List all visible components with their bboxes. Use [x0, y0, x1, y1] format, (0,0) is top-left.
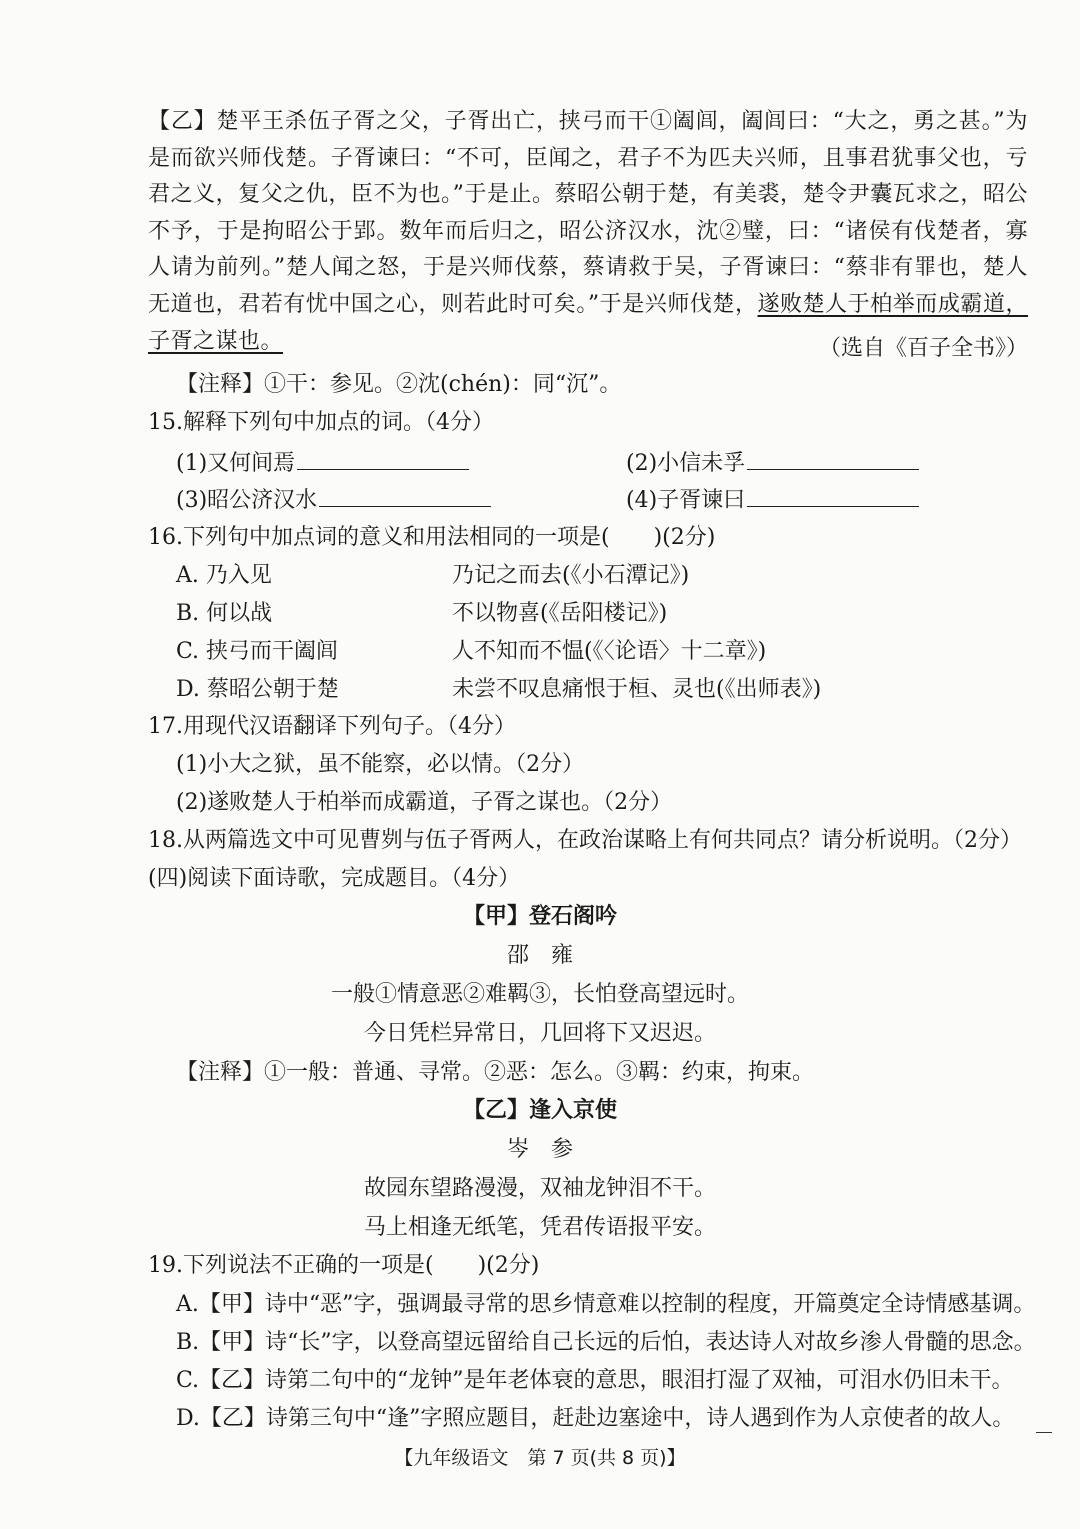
- q17-item-2: (2)遂败楚人于柏举而成霸道，子胥之谋也。（2分）: [176, 790, 673, 815]
- poem-yi-title: 【乙】逢入京使: [462, 1098, 617, 1123]
- q15-item-3: (3)昭公济汉水: [176, 486, 491, 516]
- answer-blank[interactable]: [747, 486, 919, 507]
- passage-note: 【注释】①干：参见。②沈(chén)：同“沉”。: [176, 372, 622, 397]
- poem-jia-line-2: 今日凭栏异常日，几回将下又迟迟。: [363, 1021, 716, 1046]
- poem-yi-author: 岑 参: [506, 1137, 573, 1162]
- poem-jia-author: 邵 雍: [506, 943, 573, 968]
- passage-yi-text: 【乙】楚平王杀伍子胥之父，子胥出亡，挟弓而干①阖闾，阖闾曰：“大之，勇之甚。”为是而欲兴师伐楚。子胥谏曰：“不可，臣闻之，君子不为匹夫兴师，且事君犹事父也，亏君之义，复父之仇，臣不为也。”于是止。蔡昭公朝于楚，有美裘，楚令尹囊瓦求之，昭公不予，于是拘昭公于郢。数年而后归之，昭公济汉水，沈②璧，曰：“诸侯有伐楚者，寡人请为前列。”楚人闻之怒，于是兴师伐蔡，蔡请救于吴，子胥谏曰：“蔡非有罪也，楚人无道也，君若有忧中国之心，则若此时可矣。”于是兴师伐楚，: [148, 109, 1028, 317]
- answer-blank[interactable]: [297, 449, 469, 470]
- q16-option-b: B. 何以战: [176, 601, 273, 626]
- section-4-title: (四)阅读下面诗歌，完成题目。（4分）: [148, 866, 521, 891]
- q19-option-b: B.【甲】诗“长”字，以登高望远留给自己长远的后怕，表达诗人对故乡渗人骨髓的思念。: [176, 1330, 1036, 1355]
- q19-stem: 19.下列说法不正确的一项是( )(2分): [148, 1253, 540, 1278]
- q16-option-c: C. 挟弓而干阖闾: [176, 639, 339, 664]
- q16-stem: 16.下列句中加点词的意义和用法相同的一项是( )(2分): [148, 525, 716, 550]
- poem-yi-line-2: 马上相逢无纸笔，凭君传语报平安。: [363, 1215, 716, 1240]
- q16-option-d-compare: 未尝不叹息痛恨于桓、灵也(《出师表》): [452, 677, 822, 702]
- scan-mark: [1036, 1432, 1052, 1433]
- q15-item-2: (2)小信未孚: [626, 449, 919, 479]
- q16-option-a: A. 乃入见: [176, 563, 272, 588]
- q19-option-d: D.【乙】诗第三句中“逢”字照应题目，赶赴边塞途中，诗人遇到作为人京使者的故人。: [176, 1406, 1015, 1431]
- page-footer: 【九年级语文 第 7 页(共 8 页)】: [394, 1447, 686, 1469]
- answer-blank[interactable]: [747, 449, 919, 470]
- poem-jia-note: 【注释】①一般：普通、寻常。②恶：怎么。③羁：约束，拘束。: [176, 1060, 815, 1085]
- q19-option-a: A.【甲】诗中“恶”字，强调最寻常的思乡情意难以控制的程度，开篇奠定全诗情感基调。: [176, 1292, 1036, 1317]
- poem-jia-line-1: 一般①情意恶②难羁③，长怕登高望远时。: [330, 982, 749, 1007]
- passage-yi-underlined-sentence: 遂败楚人于柏举而成霸道，子胥之谋也。: [148, 291, 1028, 354]
- poem-jia-title: 【甲】登石阁吟: [462, 904, 617, 929]
- q18-stem: 18.从两篇选文中可见曹刿与伍子胥两人，在政治谋略上有何共同点？请分析说明。（2分）: [148, 828, 1022, 853]
- answer-blank[interactable]: [319, 486, 491, 507]
- q17-item-1: (1)小大之狱，虽不能察，必以情。（2分）: [176, 752, 585, 777]
- q15-item-4: (4)子胥谏曰: [626, 486, 919, 516]
- q16-option-a-compare: 乃记之而去(《小石潭记》): [452, 563, 690, 588]
- q19-option-c: C.【乙】诗第二句中的“龙钟”是年老体衰的意思，眼泪打湿了双袖，可泪水仍旧未干。: [176, 1368, 1014, 1393]
- passage-yi: [148, 104, 1028, 360]
- passage-source: （选自《百子全书》）: [818, 336, 1028, 361]
- q16-option-b-compare: 不以物喜(《岳阳楼记》): [452, 601, 668, 626]
- q15-stem: 15.解释下列句中加点的词。（4分）: [148, 410, 494, 435]
- q15-item-1: (1)又何间焉: [176, 449, 469, 479]
- q16-option-d: D. 蔡昭公朝于楚: [176, 677, 339, 702]
- q17-stem: 17.用现代汉语翻译下列句子。（4分）: [148, 714, 516, 739]
- poem-yi-line-1: 故园东望路漫漫，双袖龙钟泪不干。: [363, 1176, 716, 1201]
- q16-option-c-compare: 人不知而不愠(《〈论语〉十二章》): [452, 639, 767, 664]
